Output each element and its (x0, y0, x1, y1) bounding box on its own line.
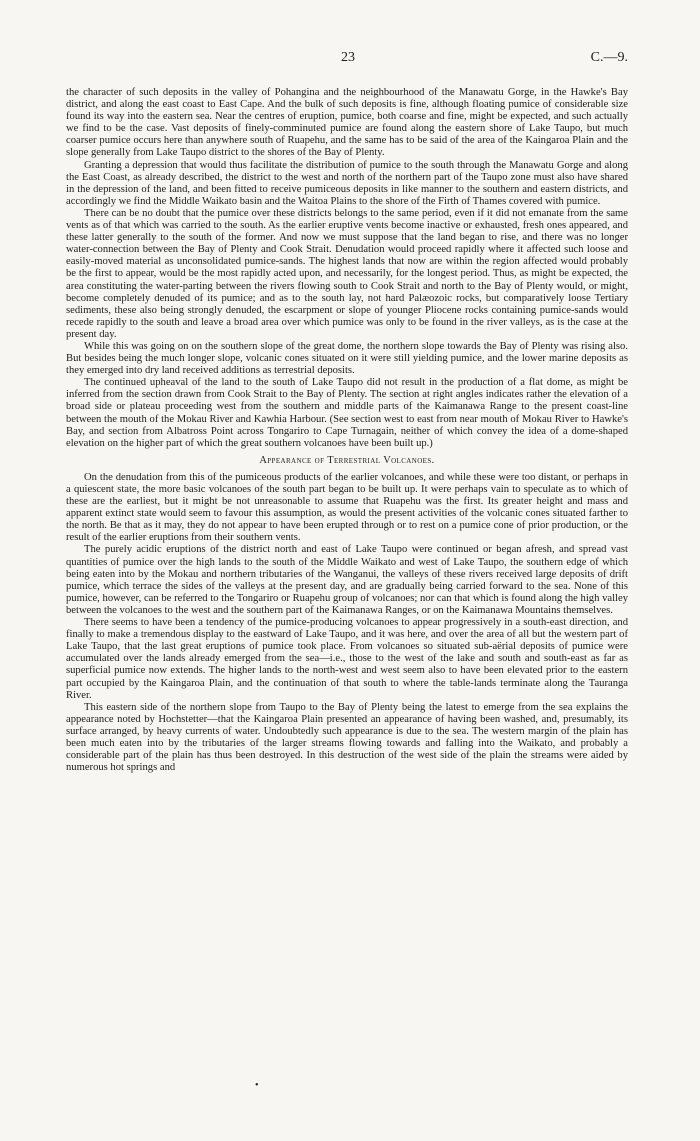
paragraph: There seems to have been a tendency of the pumice-producing volcanoes to appear progressively in a south-east direction, and finally to make a tremendous display to the eastward of Lake Taupo, and it was here, and over the area of all but the western part of Lake Taupo, that the last great eruptions of pumice took place. From volcanoes so situated sub-aërial deposits of pumice were accumulated over the lands already emerged from the sea—i.e., those to the west of the lake and south and south-east as far as superficial pumice now extends. The higher lands to the north-west and west seem also to have been elevated prior to the eastern part occupied by the Kaingaroa Plain, and the continuation of that south to where the table-lands terminate along the Tauranga River. (66, 617, 628, 701)
paragraph: The purely acidic eruptions of the district north and east of Lake Taupo were continued or began afresh, and spread vast quantities of pumice over the high lands to the south of the Middle Waikato and west of Lake Taupo, the southern edge of which being eaten into by the Mokau and northern tributaries of the Wanganui, the valleys of these rivers received large deposits of drift pumice, which terrace the sides of the valleys at the present day, and are gradually being carried forward to the sea. None of this pumice, however, can be referred to the Tongariro or Ruapehu group of volcanoes; nor can that which is found along the high valley between the volcanoes to the west and the southern part of the Kaimanawa Ranges, or on the Kaimanawa Mountains themselves. (66, 544, 628, 616)
page-header (68, 50, 628, 70)
paragraph: This eastern side of the northern slope from Taupo to the Bay of Plenty being the latest to emerge from the sea explains the appearance noted by Hochstetter—that the Kaingaroa Plain presented an appearance of having been washed, and, presumably, its surface arranged, by heavy currents of water. Undoubtedly such appearance is due to the sea. The western margin of the plain has been much eaten into by the tributaries of the larger streams flowing towards and falling into the Waikato, and probably a considerable part of the plain has thus been destroyed. In this destruction of the west side of the plain the streams were aided by numerous hot springs and (66, 701, 628, 774)
paragraph: the character of such deposits in the valley of Pohangina and the neighbourhood of the Manawatu Gorge, in the Hawke's Bay district, and along the east coast to East Cape. And the bulk of such deposits is fine, although floating pumice of considerable size found its way into the eastern sea. Near the centres of eruption, pumice, both coarse and fine, might be expected, and such actually we find to be the case. Vast deposits of finely-comminuted pumice are found along the eastern shore of Lake Taupo, but much coarser pumice occurs here than anywhere south of Ruapehu, and the same has to be said of the area of the Kaingaroa Plain and the slope generally from Lake Taupo district to the shores of the Bay of Plenty. (66, 87, 628, 159)
paragraph: The continued upheaval of the land to the south of Lake Taupo did not result in the production of a flat dome, as might be inferred from the section drawn from Cook Strait to the Bay of Plenty. The section at right angles indicates rather the elevation of a broad side or plateau proceeding west from the southern and middle parts of the Kaimanawa Range to the present coast-line between the mouth of the Mokau River and Kawhia Harbour. (See section west to east from near mouth of Mokau River to Hawke's Bay, and section from Albatross Point across Tongariro to Cape Turnagain, neither of which convey the idea of a dome-shaped elevation on the higher part of which the great southern volcanoes have been built up.) (66, 377, 628, 449)
body-text (66, 87, 628, 774)
paragraph: Granting a depression that would thus facilitate the distribution of pumice to the south through the Manawatu Gorge and along the East Coast, as already described, the district to the west and north of the northern part of the Taupo zone must also have shared in the depression of the land, and been fitted to receive pumiceous deposits in like manner to the southern and eastern districts, and accordingly we find the Middle Waikato basin and the Waitoa Plains to the shore of the Firth of Thames covered with pumice. (66, 159, 628, 207)
document-reference: C.—9. (590, 50, 628, 65)
section-heading: Appearance of Terrestrial Volcanoes. (259, 454, 435, 466)
paragraph: On the denudation from this of the pumiceous products of the earlier volcanoes, and while these were too distant, or perhaps in a quiescent state, the more basic volcanoes of the south part began to be built up. It were perhaps vain to speculate as to which of these are the earliest, but it might be not unreasonable to assume that Ruapehu was the first. Its greater height and mass and apparent extinct state would seem to favour this assumption, as would the present activities of the volcanic cones situated farther to the north. Be that as it may, they do not appear to have been erupted through or to rest on a pumice cone of prior production, or the result of the earlier eruptions from their southern vents. (66, 471, 628, 544)
footer-mark: • (255, 1080, 259, 1091)
page-number: 23 (341, 50, 355, 65)
paragraph: There can be no doubt that the pumice over these districts belongs to the same period, even if it did not emanate from the same vents as of that which was carried to the south. As the earlier eruptive vents become inactive or exhausted, fresh ones appeared, and these latter generally to the south of the former. And now we must suppose that the land began to rise, and there was no longer water-connection between the Bay of Plenty and Cook Strait. Denudation would proceed rapidly where it affected such loose and easily-moved material as unconsolidated pumice-sands. The highest lands that now are within the region affected would probably be the first to appear, would be the most rapidly acted upon, and necessarily, for the longest period. Thus, as might be expected, the area constituting the water-parting between the rivers flowing south to Cook Strait and north to the Bay of Plenty would, or might, become completely denuded of its pumice; and as to the south lay, not hard Palæozoic rocks, but comparatively loose Tertiary sediments, these also being strongly denuded, the escarpment or slope of younger Pliocene rocks containing pumice-sands would recede rapidly to the south and leave a broad area over which pumice was only to be found in the river valleys, as is the case at the present day. (66, 207, 628, 340)
paragraph: While this was going on on the southern slope of the great dome, the northern slope towards the Bay of Plenty was rising also. But besides being the much longer slope, volcanic cones situated on it were still yielding pumice, and the lower marine deposits as they emerged into dry land received additions as terrestrial deposits. (66, 340, 628, 377)
